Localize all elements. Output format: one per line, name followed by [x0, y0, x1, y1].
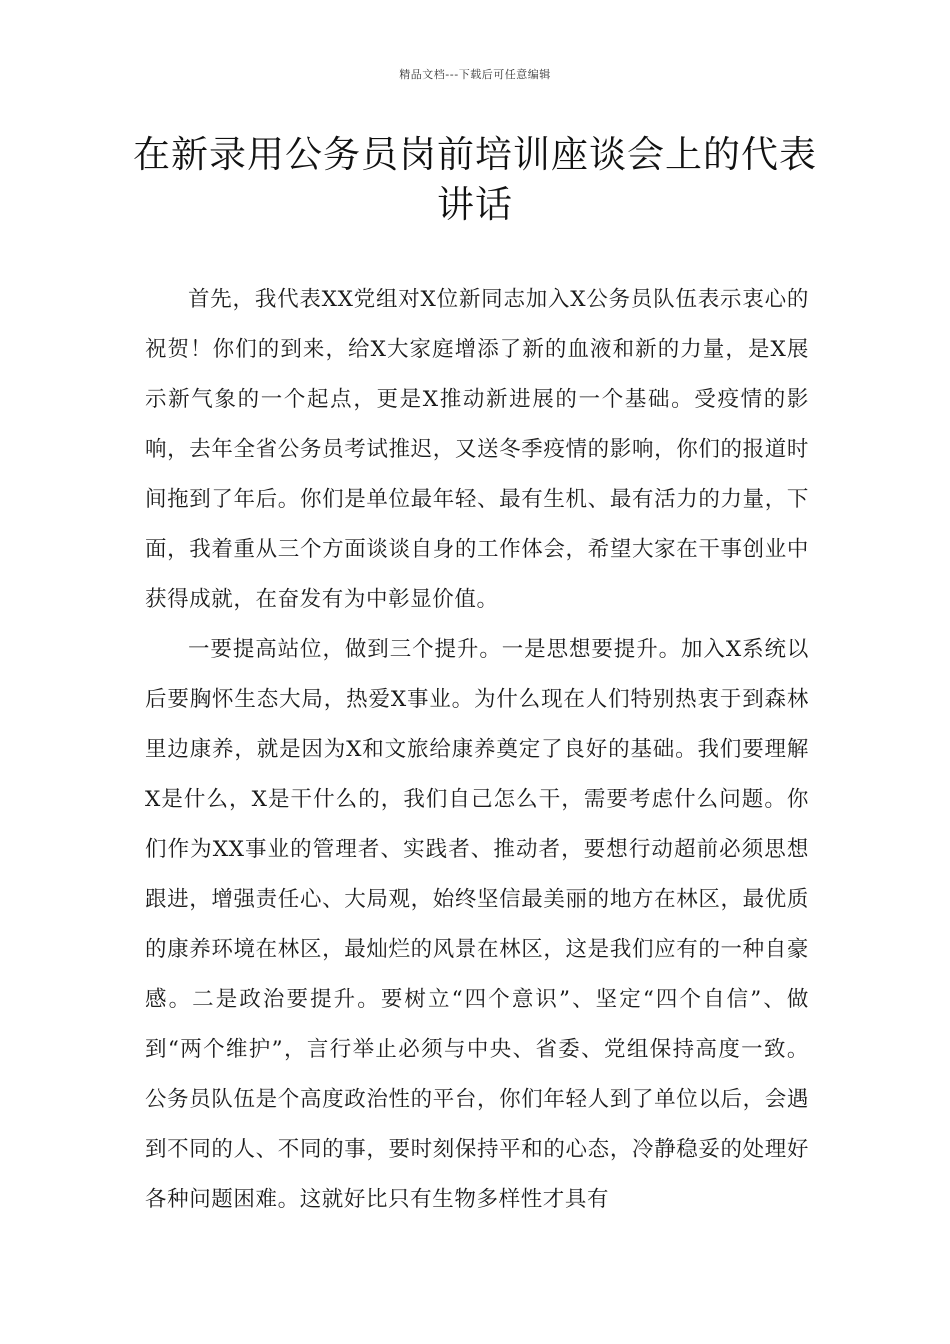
paragraph: 一要提高站位，做到三个提升。一是思想要提升。加入X系统以后要胸怀生态大局，热爱X事业。为什么现在人们特别热衷于到森林里边康养，就是因为X和文旅给康养奠定了良好的基础。我们要理解X是什么，X是干什么的，我们自己怎么干，需要考虑什么问题。你们作为XX事业的管理者、实践者、推动者，要想行动超前必须思想跟进，增强责任心、大局观，始终坚信最美丽的地方在林区，最优质的康养环境在林区，最灿烂的风景在林区，这是我们应有的一种自豪感。二是政治要提升。要树立“四个意识”、坚定“四个自信”、做到“两个维护”，言行举止必须与中央、省委、党组保持高度一致。公务员队伍是个高度政治性的平台，你们年轻人到了单位以后，会遇到不同的人、不同的事，要时刻保持平和的心态，冷静稳妥的处理好各种问题困难。这就好比只有生物多样性才具有 — [145, 637, 809, 1212]
paragraph: 首先，我代表XX党组对X位新同志加入X公务员队伍表示衷心的祝贺！你们的到来，给X大家庭增添了新的血液和新的力量，是X展示新气象的一个起点，更是X推动新进展的一个基础。受疫情的影响，去年全省公务员考试推迟，又送冬季疫情的影响，你们的报道时间拖到了年后。你们是单位最年轻、最有生机、最有活力的力量，下面，我着重从三个方面谈谈自身的工作体会，希望大家在干事创业中获得成就，在奋发有为中彰显价值。 — [145, 287, 809, 612]
document-title: 在新录用公务员岗前培训座谈会上的代表讲话 — [133, 133, 817, 226]
document-body — [145, 275, 809, 1225]
header-note: 精品文档---下载后可任意编辑 — [399, 68, 551, 81]
